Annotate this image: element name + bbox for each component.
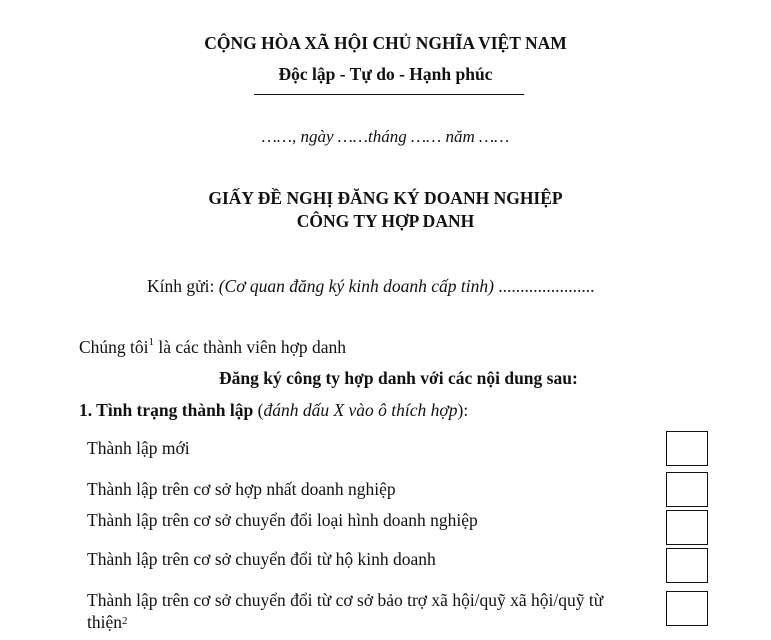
checkbox-social-fund[interactable] [666, 591, 708, 626]
intro-text-rest: là các thành viên hợp danh [154, 337, 346, 357]
paren-open: ( [253, 400, 264, 420]
option-household-business: Thành lập trên cơ sở chuyển đổi từ hộ kinh doanh [87, 549, 436, 569]
addressee-dots[interactable]: ...................... [493, 276, 595, 296]
option-social-fund-label: Thành lập trên cơ sở chuyển đổi từ cơ sở bảo trợ xã hội/quỹ xã hội/quỹ từ thiện [87, 590, 604, 632]
checkbox-household-business[interactable] [666, 548, 708, 583]
addressee-line [147, 276, 595, 297]
section-1-title: 1. Tình trạng thành lập [79, 400, 254, 420]
addressee-placeholder: (Cơ quan đăng ký kinh doanh cấp tỉnh) [218, 276, 494, 296]
intro-line [79, 337, 346, 358]
form-subtitle: CÔNG TY HỢP DANH [296, 211, 475, 231]
section-1-instruction: đánh dấu X vào ô thích hợp [263, 400, 458, 420]
intro-text: Chúng tôi [79, 337, 149, 357]
section-1-heading [79, 400, 468, 421]
checkbox-conversion-type[interactable] [666, 510, 708, 545]
option-conversion-type: Thành lập trên cơ sở chuyển đổi loại hình doanh nghiệp [87, 510, 478, 530]
checkbox-merger[interactable] [666, 472, 708, 507]
header-divider [254, 94, 524, 95]
option-new: Thành lập mới [87, 438, 190, 458]
option-merger: Thành lập trên cơ sở hợp nhất doanh nghiệp [87, 479, 396, 499]
footnote-2: 2 [122, 615, 128, 627]
motto-heading: Độc lập - Tự do - Hạnh phúc [278, 64, 493, 84]
nation-heading: CỘNG HÒA XÃ HỘI CHỦ NGHĨA VIỆT NAM [204, 33, 567, 53]
form-title: GIẤY ĐỀ NGHỊ ĐĂNG KÝ DOANH NGHIỆP [208, 188, 563, 208]
footnote-1: 1 [148, 336, 155, 348]
checkbox-new[interactable] [666, 431, 708, 466]
date-line: ……, ngày ……tháng …… năm …… [261, 127, 510, 146]
paren-close: ): [457, 400, 469, 420]
register-heading: Đăng ký công ty hợp danh với các nội dung sau: [219, 368, 578, 388]
addressee-label: Kính gửi: [147, 276, 219, 296]
option-social-fund [87, 589, 647, 633]
